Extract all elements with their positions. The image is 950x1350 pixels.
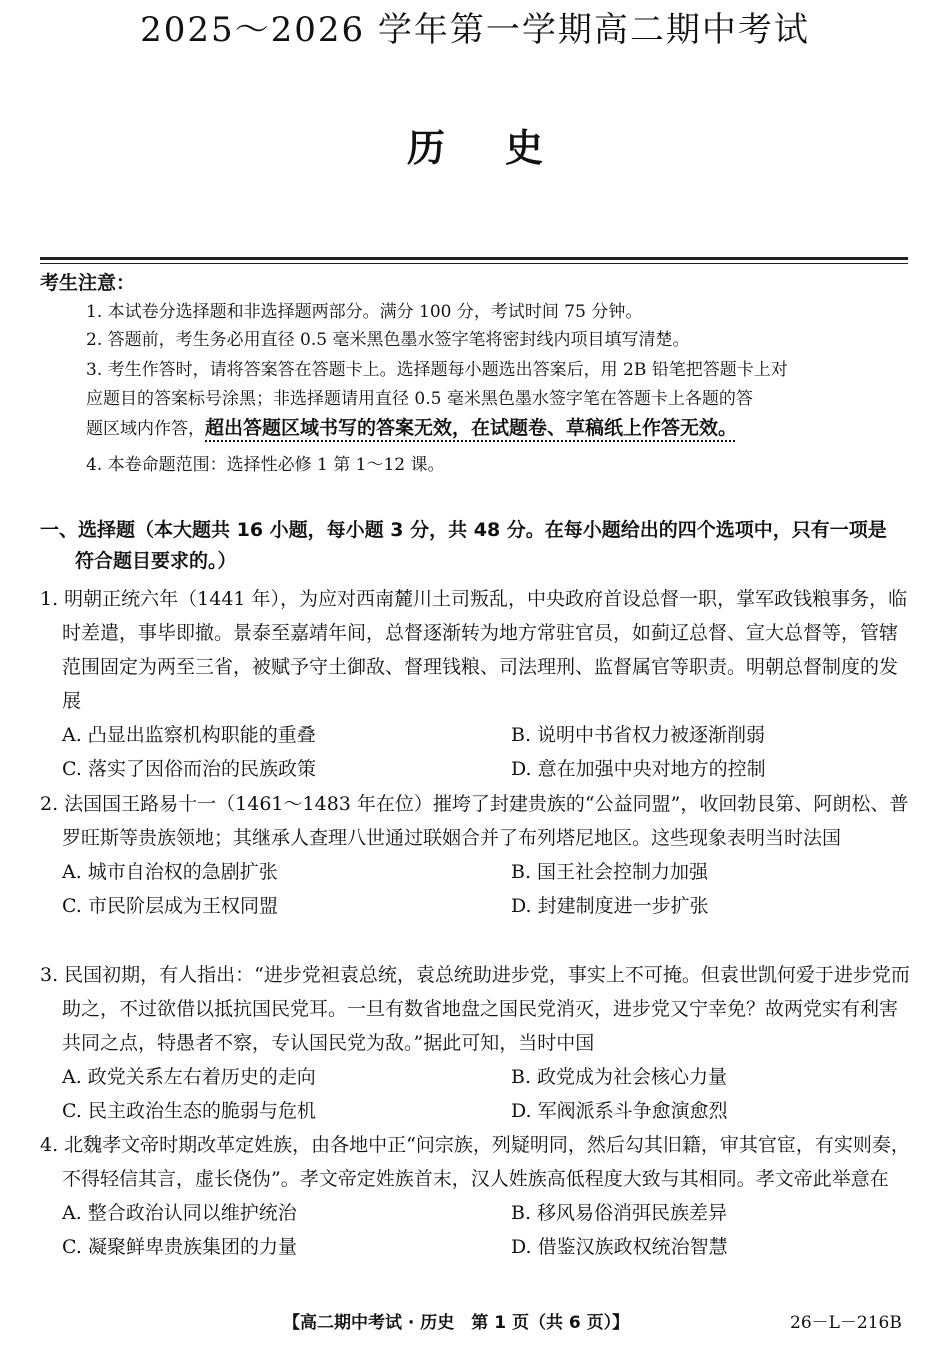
question-3 xyxy=(40,958,915,1128)
option-a: A. 整合政治认同以维护统治 xyxy=(62,1202,297,1224)
notice-item-3-line3 xyxy=(86,414,910,443)
option-b: B. 说明中书省权力被逐渐削弱 xyxy=(511,724,766,746)
question-options xyxy=(40,718,915,786)
option-a: A. 城市自治权的急剧扩张 xyxy=(62,861,278,883)
footer-page-info: 【高二期中考试 · 历史 第 1 页（共 6 页）】 xyxy=(283,1313,630,1333)
option-c: C. 落实了因俗而治的民族政策 xyxy=(62,758,316,780)
notice-item-1: 1. 本试卷分选择题和非选择题两部分。满分 100 分，考试时间 75 分钟。 xyxy=(86,302,643,322)
option-b: B. 移风易俗消弭民族差异 xyxy=(511,1202,728,1224)
notice-item-2: 2. 答题前，考生务必用直径 0.5 毫米黑色墨水签字笔将密封线内项目填写清楚。 xyxy=(86,330,690,350)
question-stem: 1. 明朝正统六年（1441 年），为应对西南麓川土司叛乱，中央政府首设总督一职，掌军政钱粮事务，临时差遣，事毕即撤。景泰至嘉靖年间，总督逐渐转为地方常驻官员，如蓟辽总督、宣大总督等，管辖范围固定为两至三省，被赋予守土御敌、督理钱粮、司法理刑、监督属官等职责。明朝总督制度的发展 xyxy=(40,588,908,712)
page-title: 2025～2026 学年第一学期高二期中考试 xyxy=(140,10,810,50)
question-options xyxy=(40,855,915,923)
notice-item-3-line2: 应题目的答案标号涂黑；非选择题请用直径 0.5 毫米黑色墨水签字笔在答题卡上各题的答 xyxy=(86,389,753,409)
question-stem: 2. 法国国王路易十一（1461～1483 年在位）摧垮了封建贵族的“公益同盟”，收回勃艮第、阿朗松、普罗旺斯等贵族领地；其继承人查理八世通过联姻合并了布列塔尼地区。这些现象表明当时法国 xyxy=(40,793,909,849)
section-heading-line1: 一、选择题（本大题共 16 小题，每小题 3 分，共 48 分。在每小题给出的四个选项中，只有一项是 xyxy=(40,519,887,541)
option-d: D. 军阀派系斗争愈演愈烈 xyxy=(511,1100,728,1122)
question-options xyxy=(40,1060,915,1128)
notice-emphasis: 超出答题区域书写的答案无效，在试题卷、草稿纸上作答无效。 xyxy=(205,417,738,439)
notice-item-4: 4. 本卷命题范围：选择性必修 1 第 1～12 课。 xyxy=(86,455,445,475)
notice-heading: 考生注意： xyxy=(40,272,136,294)
option-c: C. 凝聚鲜卑贵族集团的力量 xyxy=(62,1236,297,1258)
question-2 xyxy=(40,787,915,923)
option-b: B. 国王社会控制力加强 xyxy=(511,861,709,883)
option-c: C. 市民阶层成为王权同盟 xyxy=(62,895,278,917)
question-4 xyxy=(40,1128,915,1264)
notice-item-3-line3-text: 题区域内作答， xyxy=(86,419,205,439)
option-d: D. 借鉴汉族政权统治智慧 xyxy=(511,1236,728,1258)
double-rule-bottom xyxy=(40,263,908,264)
option-a: A. 政党关系左右着历史的走向 xyxy=(62,1066,316,1088)
section-heading xyxy=(40,515,915,577)
option-b: B. 政党成为社会核心力量 xyxy=(511,1066,728,1088)
footer-code: 26－L－216B xyxy=(790,1313,902,1333)
section-heading-line2: 符合题目要求的。） xyxy=(75,550,237,572)
subject-title: 历史 xyxy=(406,126,603,170)
double-rule-top xyxy=(40,257,908,260)
question-stem: 3. 民国初期，有人指出：“进步党袒袁总统，袁总统助进步党，事实上不可掩。但袁世凯何爱于进步党而助之，不过欲借以抵抗国民党耳。一旦有数省地盘之国民党消灭，进步党又宁幸免？故两党实有利害共同之点，特愚者不察，专认国民党为敌。”据此可知，当时中国 xyxy=(40,964,910,1054)
question-1 xyxy=(40,582,915,786)
option-d: D. 意在加强中央对地方的控制 xyxy=(511,758,766,780)
option-c: C. 民主政治生态的脆弱与危机 xyxy=(62,1100,316,1122)
question-options xyxy=(40,1196,915,1264)
option-a: A. 凸显出监察机构职能的重叠 xyxy=(62,724,316,746)
question-stem: 4. 北魏孝文帝时期改革定姓族，由各地中正“问宗族，列疑明同，然后勾其旧籍，审其官宦，有实则奏，不得轻信其言，虚长侥伪”。孝文帝定姓族首末，汉人姓族高低程度大致与其相同。孝文帝此举意在 xyxy=(40,1134,910,1190)
notice-item-3: 3. 考生作答时，请将答案答在答题卡上。选择题每小题选出答案后，用 2B 铅笔把答题卡上对 xyxy=(86,360,788,380)
option-d: D. 封建制度进一步扩张 xyxy=(511,895,709,917)
